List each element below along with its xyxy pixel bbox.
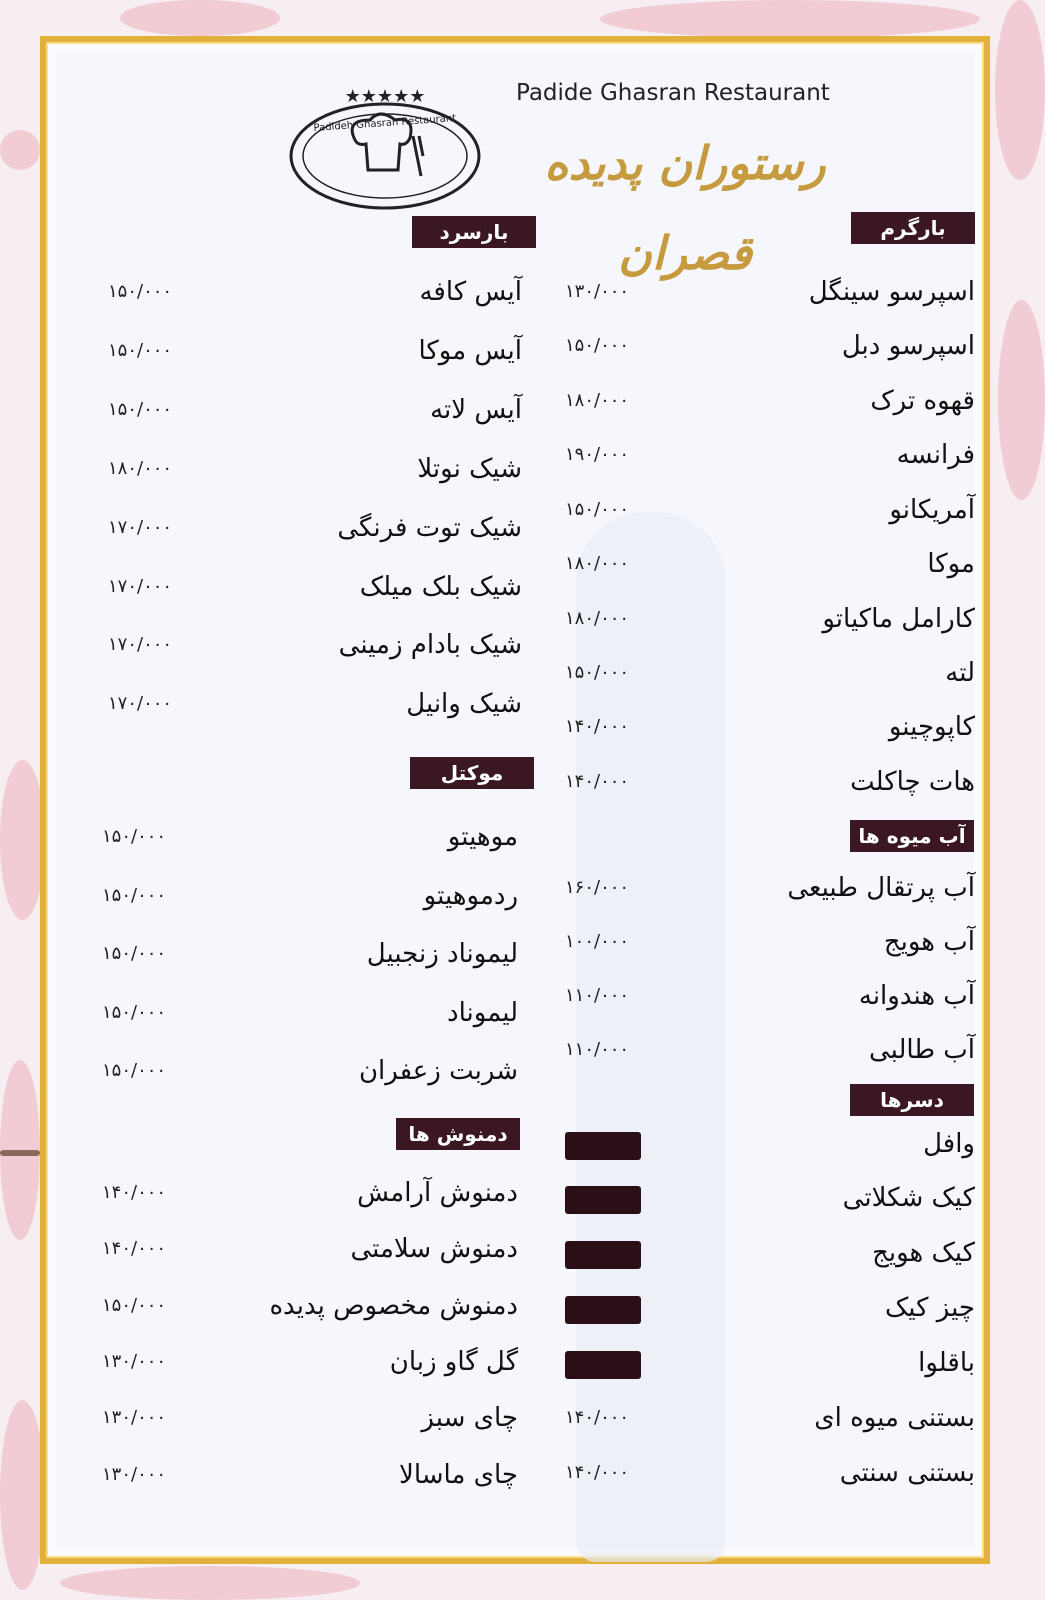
- price-redaction: [565, 1186, 641, 1214]
- item-price: ۱۸۰/۰۰۰: [565, 390, 630, 411]
- list-item: [565, 653, 975, 693]
- item-name: دمنوش سلامتی: [350, 1234, 518, 1264]
- svg-text:★★★★★: ★★★★★: [344, 86, 426, 107]
- list-item: [565, 1453, 975, 1493]
- list-item: [565, 1288, 975, 1328]
- item-name: شیک توت فرنگی: [337, 513, 522, 543]
- blossom-decoration: [0, 1400, 45, 1590]
- item-price: ۱۵۰/۰۰۰: [102, 885, 167, 906]
- blossom-decoration: [600, 0, 980, 38]
- list-item: [565, 435, 975, 475]
- item-name: دمنوش مخصوص پدیده: [269, 1291, 518, 1321]
- item-price: ۱۷۰/۰۰۰: [108, 517, 173, 538]
- list-item: [102, 1398, 518, 1438]
- blossom-decoration: [0, 760, 45, 920]
- item-name: اسپرسو سینگل: [808, 277, 975, 307]
- item-name: آب هندوانه: [858, 981, 975, 1011]
- item-name: آب پرتقال طبیعی: [787, 873, 975, 903]
- section-title-cold-bar: بارسرد: [412, 216, 536, 248]
- item-price: ۱۵۰/۰۰۰: [565, 662, 630, 683]
- item-name: شیک نوتلا: [417, 454, 522, 484]
- item-name: چیز کیک: [884, 1293, 975, 1323]
- item-price: ۱۷۰/۰۰۰: [108, 576, 173, 597]
- item-price: ۱۵۰/۰۰۰: [108, 399, 173, 420]
- list-item: [565, 762, 975, 802]
- svg-text:Padideh Ghasran Restaurant: Padideh Ghasran Restaurant: [313, 113, 457, 134]
- item-price: ۱۵۰/۰۰۰: [102, 826, 167, 847]
- item-name: ردموهیتو: [423, 881, 518, 911]
- section-title-juices: آب میوه ها: [850, 820, 974, 852]
- item-price: ۱۴۰/۰۰۰: [102, 1182, 167, 1203]
- item-name: باقلوا: [918, 1348, 975, 1378]
- section-title-herbal: دمنوش ها: [396, 1118, 520, 1150]
- branch-decoration: [0, 1150, 40, 1156]
- item-name: شیک وانیل: [406, 689, 522, 719]
- item-price: ۱۴۰/۰۰۰: [565, 771, 630, 792]
- list-item: [102, 876, 518, 916]
- item-name: موکا: [927, 549, 975, 579]
- section-title-hot-bar: بارگرم: [851, 212, 975, 244]
- list-item: [565, 922, 975, 962]
- item-name: بستنی میوه ای: [814, 1403, 975, 1433]
- list-item: [108, 331, 522, 371]
- item-name: چای ماسالا: [399, 1460, 518, 1490]
- list-item: [102, 1286, 518, 1326]
- item-name: کیک شکلاتی: [842, 1183, 975, 1213]
- blossom-decoration: [60, 1566, 360, 1600]
- item-price: ۱۴۰/۰۰۰: [565, 1462, 630, 1483]
- item-name: بستنی سنتی: [839, 1458, 975, 1488]
- item-name: کاپوچینو: [888, 712, 975, 742]
- list-item: [565, 707, 975, 747]
- list-item: [565, 599, 975, 639]
- item-price: ۱۵۰/۰۰۰: [108, 340, 173, 361]
- item-price: ۱۵۰/۰۰۰: [565, 499, 630, 520]
- price-redaction: [565, 1296, 641, 1324]
- list-item: [102, 1342, 518, 1382]
- item-name: وافل: [923, 1129, 975, 1159]
- list-item: [108, 625, 522, 665]
- item-price: ۱۳۰/۰۰۰: [565, 281, 630, 302]
- restaurant-logo: [285, 80, 485, 212]
- list-item: [565, 1030, 975, 1070]
- item-name: کیک هویج: [872, 1238, 975, 1268]
- list-item: [565, 1124, 975, 1164]
- brand-name-en: Padide Ghasran Restaurant: [516, 80, 830, 106]
- list-item: [102, 993, 518, 1033]
- brand-name-fa: رستوران پدیده قصران: [544, 136, 826, 280]
- item-name: آیس لاته: [430, 395, 522, 425]
- list-item: [108, 684, 522, 724]
- item-price: ۱۴۰/۰۰۰: [565, 1407, 630, 1428]
- price-redaction: [565, 1241, 641, 1269]
- item-price: ۱۱۰/۰۰۰: [565, 1039, 630, 1060]
- item-price: ۱۷۰/۰۰۰: [108, 693, 173, 714]
- list-item: [108, 567, 522, 607]
- list-item: [108, 449, 522, 489]
- list-item: [102, 934, 518, 974]
- list-item: [565, 381, 975, 421]
- item-price: ۱۴۰/۰۰۰: [102, 1238, 167, 1259]
- item-name: گل گاو زبان: [389, 1347, 518, 1377]
- price-redaction: [565, 1132, 641, 1160]
- list-item: [565, 272, 975, 312]
- list-item: [102, 1455, 518, 1495]
- item-price: ۱۵۰/۰۰۰: [565, 335, 630, 356]
- item-price: ۱۷۰/۰۰۰: [108, 634, 173, 655]
- list-item: [108, 272, 522, 312]
- list-item: [565, 490, 975, 530]
- item-name: شیک بلک میلک: [359, 572, 522, 602]
- item-price: ۱۵۰/۰۰۰: [102, 1002, 167, 1023]
- section-title-mocktail: موکتل: [410, 757, 534, 789]
- item-name: قهوه ترک: [870, 386, 975, 416]
- item-name: لیموناد: [447, 998, 518, 1028]
- item-name: فرانسه: [896, 440, 975, 470]
- item-name: آب هویج: [883, 927, 975, 957]
- item-name: آب طالبی: [868, 1035, 975, 1065]
- item-price: ۱۵۰/۰۰۰: [102, 1295, 167, 1316]
- blossom-decoration: [120, 0, 280, 36]
- item-price: ۱۵۰/۰۰۰: [102, 1060, 167, 1081]
- item-price: ۱۵۰/۰۰۰: [108, 281, 173, 302]
- section-title-desserts: دسرها: [850, 1084, 974, 1116]
- item-name: آمریکانو: [889, 495, 975, 525]
- list-item: [565, 1233, 975, 1273]
- item-price: ۱۵۰/۰۰۰: [102, 943, 167, 964]
- item-name: لته: [945, 658, 975, 688]
- item-price: ۱۸۰/۰۰۰: [565, 608, 630, 629]
- item-name: اسپرسو دبل: [841, 331, 975, 361]
- item-name: هات چاکلت: [850, 767, 975, 797]
- list-item: [565, 326, 975, 366]
- item-price: ۱۳۰/۰۰۰: [102, 1407, 167, 1428]
- item-name: موهیتو: [447, 822, 518, 852]
- item-name: شیک بادام زمینی: [338, 630, 522, 660]
- list-item: [565, 868, 975, 908]
- item-name: لیموناد زنجبیل: [366, 939, 518, 969]
- list-item: [565, 544, 975, 584]
- list-item: [102, 1051, 518, 1091]
- list-item: [102, 817, 518, 857]
- list-item: [565, 1343, 975, 1383]
- item-name: آیس موکا: [418, 336, 522, 366]
- blossom-decoration: [998, 300, 1045, 500]
- item-price: ۱۰۰/۰۰۰: [565, 931, 630, 952]
- item-name: شربت زعفران: [358, 1056, 518, 1086]
- blossom-decoration: [0, 130, 40, 170]
- price-redaction: [565, 1351, 641, 1379]
- list-item: [102, 1229, 518, 1269]
- item-name: کارامل ماکیاتو: [822, 604, 975, 634]
- item-price: ۱۶۰/۰۰۰: [565, 877, 630, 898]
- item-price: ۱۴۰/۰۰۰: [565, 716, 630, 737]
- blossom-decoration: [995, 0, 1045, 180]
- item-name: چای سبز: [421, 1403, 518, 1433]
- list-item: [108, 390, 522, 430]
- item-name: دمنوش آرامش: [357, 1178, 518, 1208]
- item-price: ۱۳۰/۰۰۰: [102, 1464, 167, 1485]
- item-price: ۱۹۰/۰۰۰: [565, 444, 630, 465]
- list-item: [108, 508, 522, 548]
- list-item: [565, 1398, 975, 1438]
- item-name: آیس کافه: [419, 277, 522, 307]
- list-item: [565, 1178, 975, 1218]
- item-price: ۱۱۰/۰۰۰: [565, 985, 630, 1006]
- item-price: ۱۳۰/۰۰۰: [102, 1351, 167, 1372]
- list-item: [102, 1173, 518, 1213]
- item-price: ۱۸۰/۰۰۰: [565, 553, 630, 574]
- item-price: ۱۸۰/۰۰۰: [108, 458, 173, 479]
- list-item: [565, 976, 975, 1016]
